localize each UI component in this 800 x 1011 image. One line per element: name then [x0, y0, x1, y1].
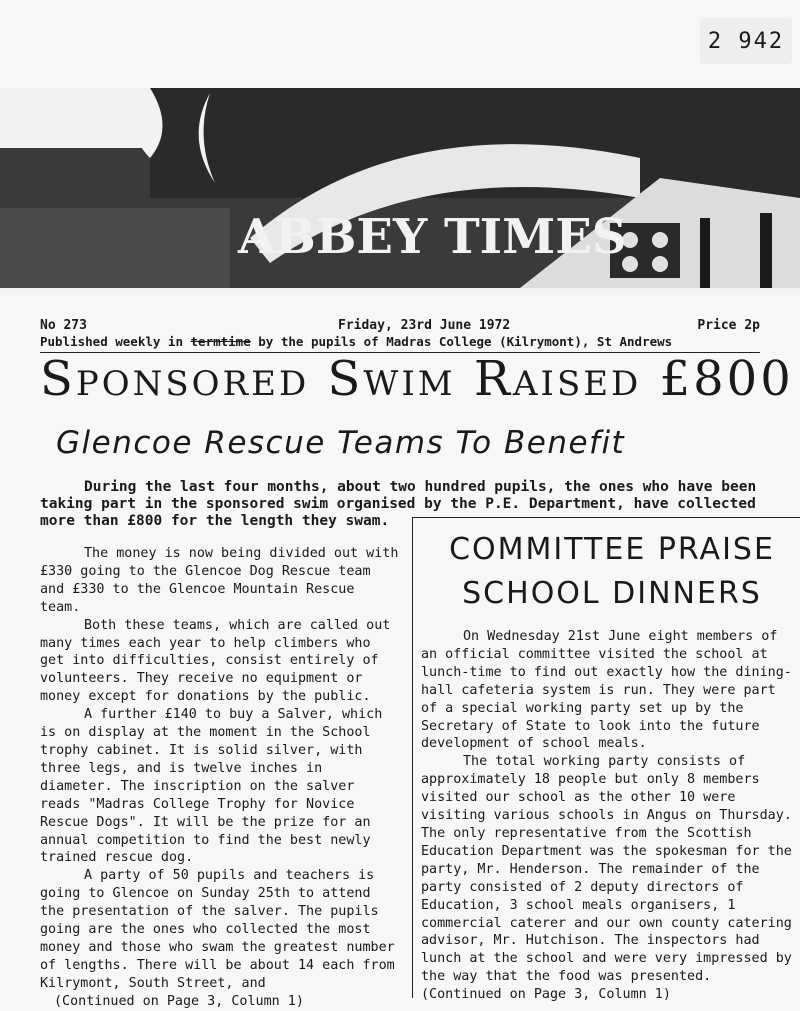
continuation-note: (Continued on Page 3, Column 1): [421, 987, 671, 1003]
intro-paragraph: During the last four months, about two hundred pupils, the ones who have been taking part in the sponsored swim organised by the P.E. Department, have collected more than £800 for the length they swam.: [40, 479, 757, 529]
dinners-headline: [413, 518, 800, 616]
masthead-banner: [0, 88, 800, 293]
article-paragraph: The money is now being divided out with £330 going to the Glencoe Dog Rescue team and £330 to the Glencoe Mountain Rescue team.: [40, 546, 399, 615]
page-number-label: 2 942: [700, 18, 792, 64]
dinners-headline-line1: COMMITTEE PRAISE: [449, 532, 775, 567]
article-paragraph: A party of 50 pupils and teachers is going to Glencoe on Sunday 25th to attend the presentation of the salver. The pupils going are the ones who collected the most money and those who swam the greatest number of lengths. There will be about 14 each from Kilrymont, South Street, and: [40, 868, 395, 991]
article-paragraph: The total working party consists of approximately 18 people but only 8 members visited our school as the other 10 were visiting various schools in Angus on Thursday. The only representative from the Scottish Education Department was the spokesman for the party, Mr. Henderson. The remainder of the party consisted of 2 deputy directors of Education, 3 school meals organisers, 1 commercial caterer and our own county catering advisor, Mr. Hutchison. The inspectors had lunch at the school and were very impressed by the way that the food was presented.: [421, 754, 792, 985]
main-headline: Sponsored Swim Raised £800: [40, 351, 794, 407]
masthead-artwork: [0, 88, 800, 293]
continuation-note: (Continued on Page 3, Column 1): [54, 993, 304, 1009]
publication-text-before: Published weekly in: [40, 334, 191, 349]
sub-headline: Glencoe Rescue Teams To Benefit: [56, 425, 626, 461]
issue-price: Price 2p: [697, 318, 760, 333]
article-paragraph: Both these teams, which are called out many times each year to help climbers who get into difficulties, consist entirely of volunteers. They receive no equipment or money except for donations by the public.: [40, 617, 391, 705]
dinners-headline-line2: SCHOOL DINNERS: [462, 576, 762, 611]
dinners-article-body: [413, 616, 800, 1004]
swim-article-column: [40, 545, 402, 1011]
issue-number: No 273: [40, 318, 87, 333]
issue-date: Friday, 23rd June 1972: [338, 318, 511, 333]
dinners-article-box: [412, 517, 800, 1003]
publication-text-after: by the pupils of Madras College (Kilrymont), St Andrews: [250, 334, 673, 349]
article-paragraph: A further £140 to buy a Salver, which is on display at the moment in the School trophy cabinet. It is solid silver, with three legs, and is twelve inches in diameter. The inscription on the salver reads "Madras College Trophy for Novice Rescue Dogs". It will be the prize for an annual competition to find the best newly trained rescue dog.: [40, 707, 383, 866]
publication-struck-word: termtime: [190, 334, 251, 349]
masthead-title: ABBEY TIMES: [238, 209, 627, 265]
article-paragraph: On Wednesday 21st June eight members of an official committee visited the school at lunch-time to find out exactly how the dining-hall cafeteria system is run. They were part of a special working party set up by the Secretary of State to look into the future development of school meals.: [421, 629, 792, 752]
